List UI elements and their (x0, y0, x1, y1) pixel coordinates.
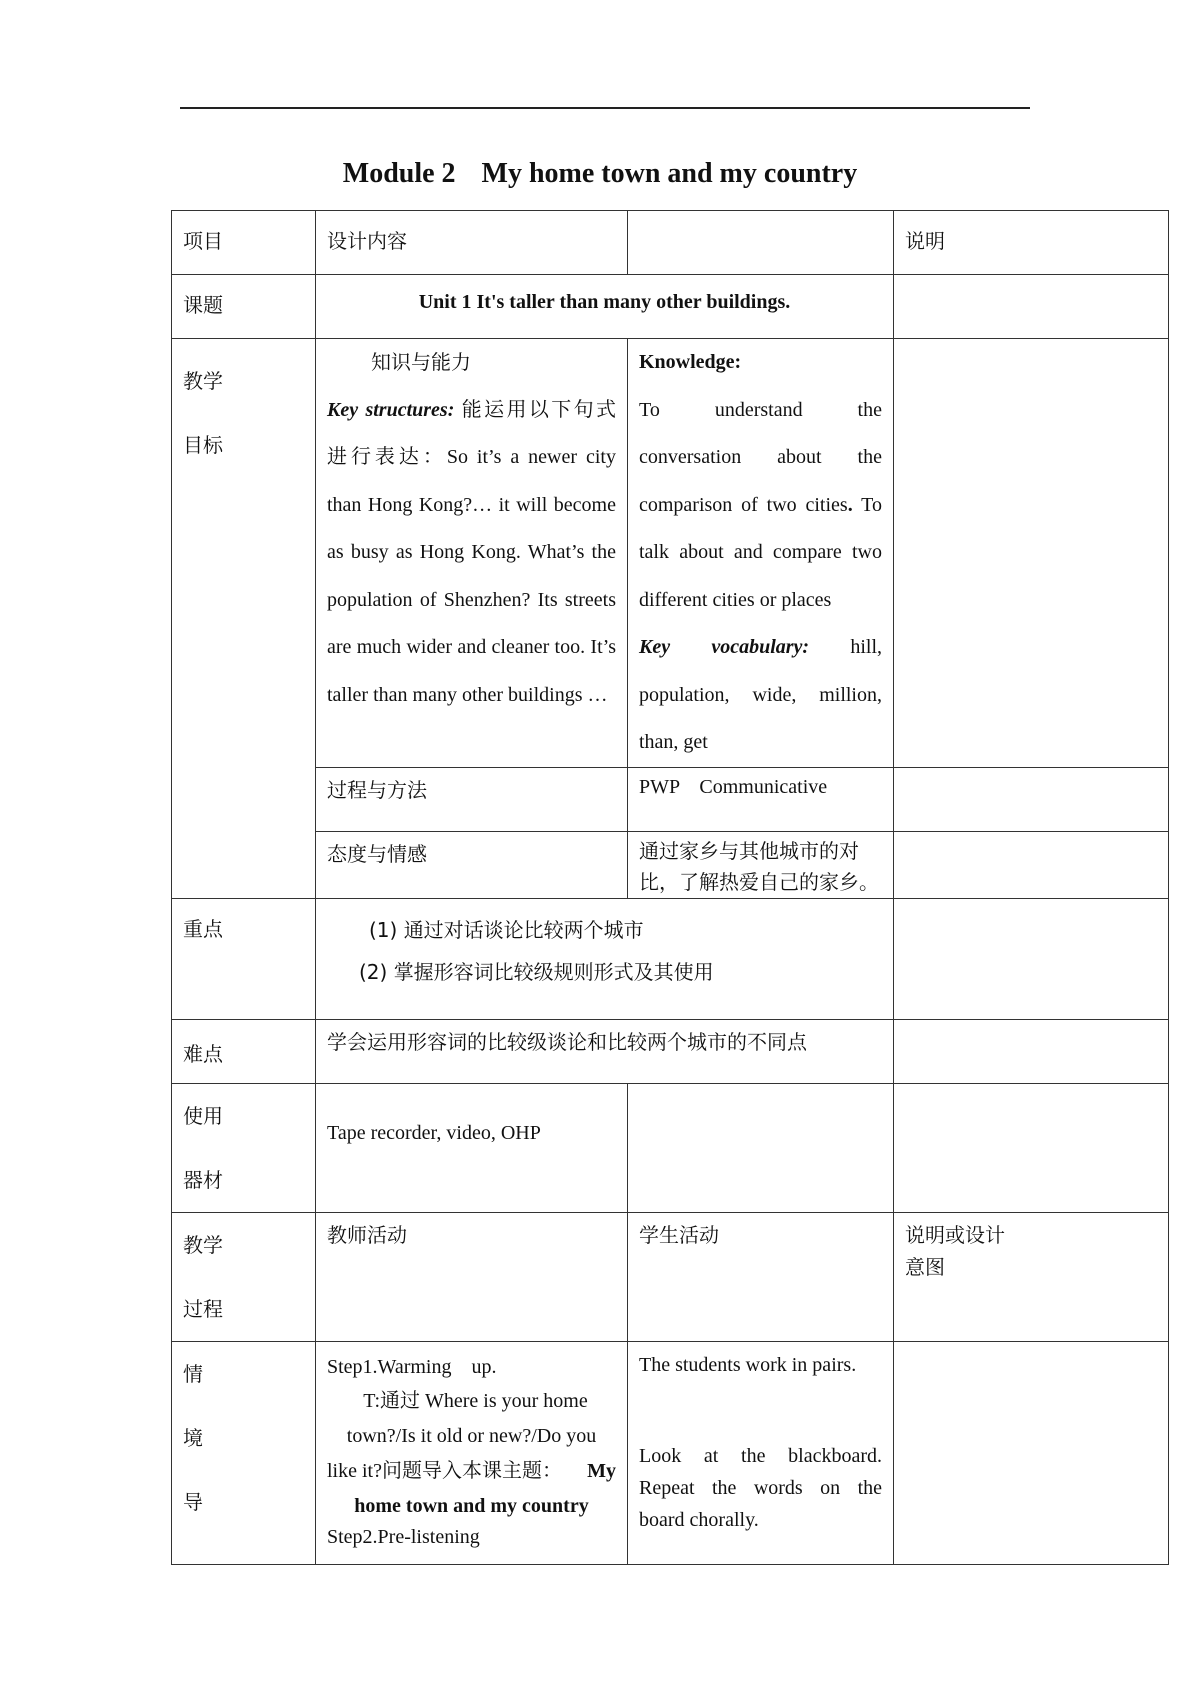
design-intent-header (894, 1212, 1169, 1341)
lesson-plan-table (171, 210, 1169, 1565)
design-intent-line2: 意图 (905, 1254, 945, 1279)
key-vocabulary (639, 624, 882, 767)
key-vocab-label: Key vocabulary: (639, 636, 810, 658)
key-point-2: (2) 掌握形容词比较级规则形式及其使用 (359, 959, 714, 984)
header-item: 项目 (172, 211, 316, 275)
process-method-value: PWP Communicative (628, 767, 894, 831)
key-structures (327, 387, 616, 720)
key-points-content (316, 898, 894, 1019)
header-rule (180, 107, 1030, 109)
attitude-label: 态度与情感 (316, 831, 628, 898)
materials-label-line1: 使用 (183, 1103, 223, 1128)
process-label (172, 1212, 316, 1341)
key-points-notes (894, 898, 1169, 1019)
knowledge-en-text: To understand the conversation about the comparison of two cities. To talk about and compare two different cities or places (639, 398, 882, 611)
teacher-prompt-cont: like it?问题导入本课主题： My (327, 1459, 616, 1482)
unit-title: Unit 1 It's taller than many other buildings. (316, 275, 894, 339)
header-row (172, 211, 1169, 275)
header-design-content: 设计内容 (316, 211, 628, 275)
key-structures-label: Key structures: (327, 398, 455, 421)
key-structures-text: 能运用以下句式进行表达：So it’s a newer city than Hong Kong?… it will become as busy as Hong Kong. What’s the population of Shenzhen? Its streets are much wider and cleaner too. It’s taller than many other buildings … (327, 398, 616, 706)
attitude-notes (894, 831, 1169, 898)
knowledge-en-title: Knowledge: (639, 351, 742, 373)
materials-empty (628, 1083, 894, 1212)
objectives-label-line1: 教学 (183, 369, 223, 393)
situation-row (172, 1341, 1169, 1564)
objectives-label (172, 339, 316, 899)
step2: Step2.Pre-listening (327, 1525, 480, 1548)
document-title (0, 158, 1200, 190)
situation-notes (894, 1341, 1169, 1564)
difficulties-row (172, 1019, 1169, 1083)
key-points-row (172, 898, 1169, 1019)
header-notes: 说明 (894, 211, 1169, 275)
materials-notes (894, 1083, 1169, 1212)
teacher-prompt: T:通过 Where is your home town?/Is it old or new?/Do you (346, 1389, 597, 1447)
process-method-label: 过程与方法 (316, 767, 628, 831)
situation-label (172, 1341, 316, 1564)
attitude-row (172, 831, 1169, 898)
situation-label-2: 境 (183, 1425, 203, 1450)
process-label-line1: 教学 (183, 1232, 223, 1257)
topic-row (172, 275, 1169, 339)
process-method-row (172, 767, 1169, 831)
step1: Step1.Warming up. (327, 1355, 497, 1378)
topic-label: 课题 (172, 275, 316, 339)
student-activity-header: 学生活动 (628, 1212, 894, 1341)
student-activity-steps (628, 1341, 894, 1564)
attitude-value: 通过家乡与其他城市的对比，了解热爱自己的家乡。 (628, 831, 894, 898)
key-points-label: 重点 (172, 898, 316, 1019)
objectives-label-line2: 目标 (183, 433, 223, 457)
topic-notes (894, 275, 1169, 339)
materials-value: Tape recorder, video, OHP (316, 1083, 628, 1212)
knowledge-cn-cell (316, 339, 628, 768)
knowledge-en-cell (628, 339, 894, 768)
materials-label (172, 1083, 316, 1212)
key-point-1: (1) 通过对话谈论比较两个城市 (369, 917, 644, 942)
process-label-line2: 过程 (183, 1296, 223, 1321)
design-intent-line1: 说明或设计 (905, 1222, 1005, 1247)
key-vocab-text: hill, population, wide, million, than, get (639, 636, 882, 753)
module-subtitle: My home town and my country (481, 158, 858, 189)
process-method-notes (894, 767, 1169, 831)
lesson-topic-bold: home town and my country (354, 1494, 589, 1517)
materials-label-line2: 器材 (183, 1167, 223, 1192)
situation-label-3: 导 (183, 1489, 203, 1514)
teacher-activity-steps (316, 1341, 628, 1564)
difficulties-label: 难点 (172, 1019, 316, 1083)
situation-label-1: 情 (183, 1361, 203, 1386)
module-number: Module 2 (342, 158, 456, 189)
difficulties-value: 学会运用形容词的比较级谈论和比较两个城市的不同点 (316, 1019, 894, 1083)
objectives-row (172, 339, 1169, 768)
student-pairs: The students work in pairs. (639, 1353, 857, 1376)
difficulties-notes (894, 1019, 1169, 1083)
process-row (172, 1212, 1169, 1341)
objectives-notes (894, 339, 1169, 768)
materials-row (172, 1083, 1169, 1212)
teacher-activity-header: 教师活动 (316, 1212, 628, 1341)
knowledge-cn-title: 知识与能力 (371, 350, 471, 374)
header-empty (628, 211, 894, 275)
student-blackboard: Look at the blackboard. Repeat the words on the board chorally. (639, 1444, 882, 1531)
